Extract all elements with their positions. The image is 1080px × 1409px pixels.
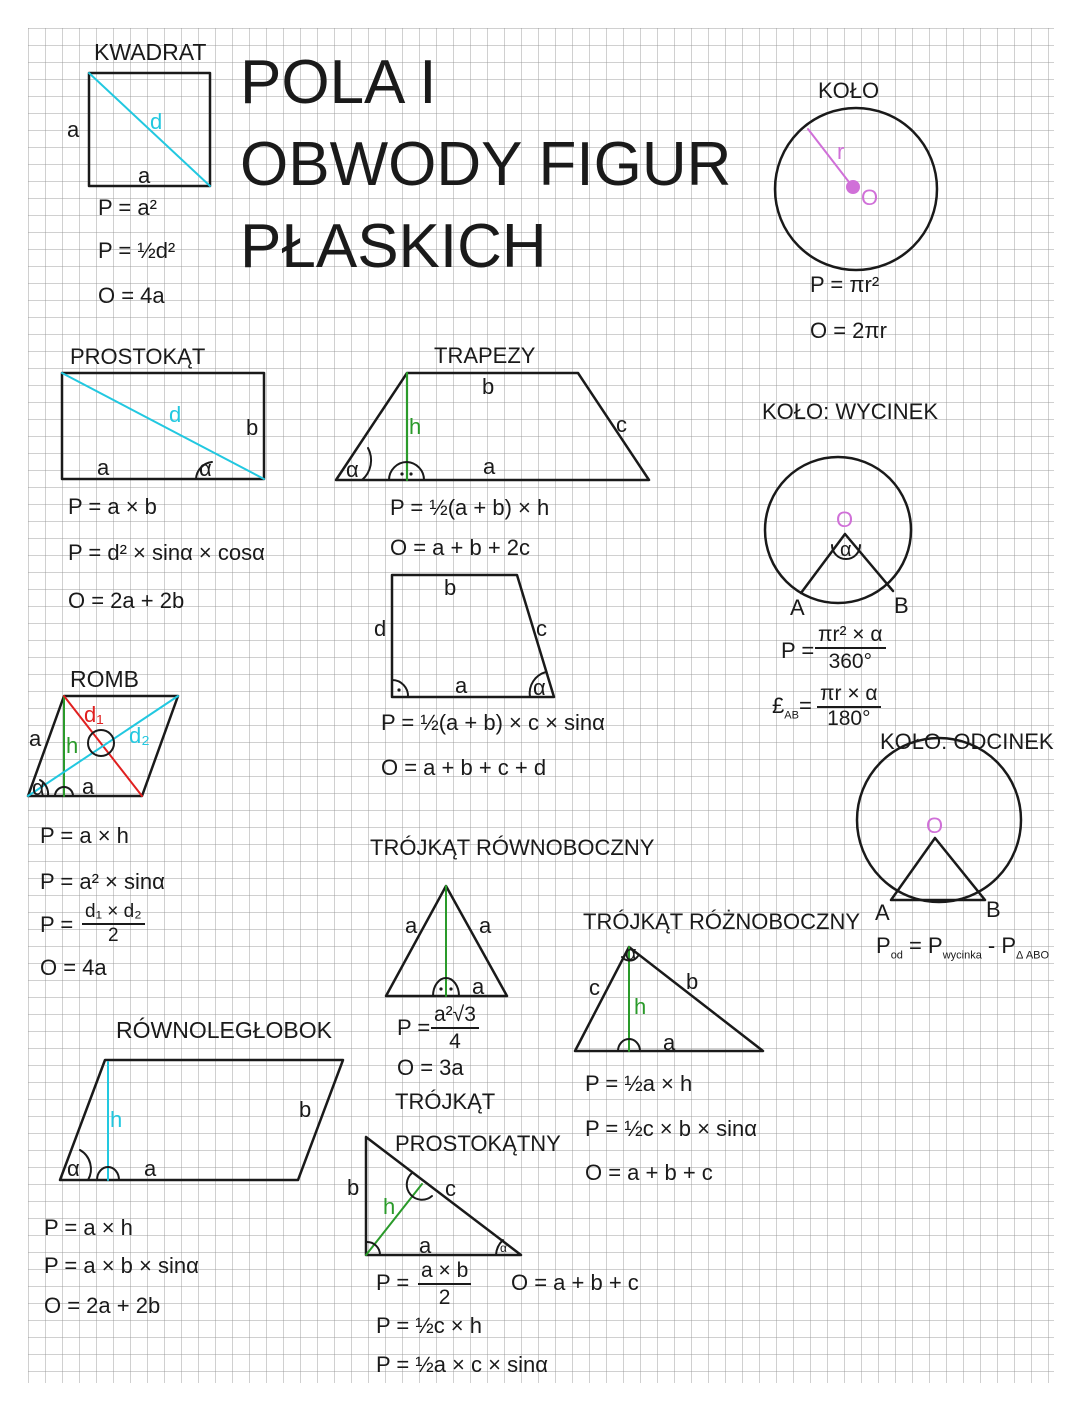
scalene-h-label: h [634,994,647,1019]
right-trapezoid-figure [392,575,554,700]
sector-area-fraction [815,624,886,672]
square-heading: KWADRAT [94,39,207,65]
parallelogram-formula-1: P = a × h [44,1215,133,1240]
rhombus-bottom-label: a [82,774,95,799]
segment-p-sub: od [890,949,903,962]
square-formula-1: P = a² [98,195,157,220]
trapezoid-h-label: h [409,414,422,439]
segment-center-label: O [926,813,944,838]
rhombus-side-label: a [29,726,42,751]
right-triangle-a-label: a [419,1233,432,1258]
trapezoid-alpha-label: α [346,457,359,482]
sector-arc-fraction [817,683,881,729]
right-triangle-c-label: c [445,1176,456,1201]
parallelogram-formula-3: O = 2a + 2b [44,1293,161,1318]
rectangle-heading: PROSTOKĄT [70,344,206,369]
trapezoid2-c-label: c [536,616,547,641]
trapezoid-a-label: a [483,454,496,479]
square-formula-2: P = ½d² [98,238,176,263]
segment-wycinka-sub: wycinka [942,949,982,962]
right-triangle-heading-1: TRÓJKĄT [395,1089,496,1114]
rectangle-formula-1: P = a × b [68,494,157,519]
sector-area-denominator: 360° [828,650,872,673]
sector-point-b: B [894,593,909,618]
rhombus-d2-label: d₂ [129,723,150,748]
square-side-label: a [67,117,80,142]
sector-arc-prefix [772,695,812,721]
trapezoid-formula-1: P = ½(a + b) × h [390,495,550,520]
rectangle-b-label: b [246,415,259,440]
scalene-b-label: b [686,969,699,994]
sector-heading: KOŁO: WYCINEK [762,399,939,424]
circle-figure [775,108,937,270]
sector-center-label: O [836,507,854,532]
equilateral-area-fraction [431,1004,479,1052]
trapezoid2-formula-1: P = ½(a + b) × c × sinα [381,710,605,735]
rhombus-diag-fraction [82,902,145,944]
rectangle-figure [62,373,264,479]
parallelogram-formula-2: P = a × b × sinα [44,1253,199,1278]
equilateral-triangle-figure [386,886,507,999]
circle-heading: KOŁO [818,78,880,103]
scalene-formula-3: O = a + b + c [585,1160,713,1185]
trapezoid2-alpha-label: α [533,675,546,700]
circle-center-label: O [861,185,879,210]
sector-area-prefix: P = [781,638,815,663]
rectangle-diagonal-label: d [169,402,182,427]
equilateral-left-label: a [405,913,418,938]
parallelogram-b-label: b [299,1097,312,1122]
square-formula-3: O = 4a [98,283,165,308]
equilateral-bottom-label: a [472,974,485,999]
rhombus-h-label: h [66,733,79,758]
rhombus-formula-1: P = a × h [40,823,129,848]
equilateral-area-denominator: 4 [449,1030,461,1053]
page-title-line3: PŁASKICH [240,212,547,281]
right-triangle-area-denominator: 2 [438,1286,451,1309]
rectangle-formula-2: P = d² × sinα × cosα [68,540,265,565]
square-bottom-label: a [138,163,151,188]
sector-area-numerator: πr² × α [815,624,886,649]
equilateral-area-prefix: P = [397,1015,431,1040]
equilateral-right-label: a [479,913,492,938]
circle-formula-1: P = πr² [810,272,880,297]
rhombus-d1-label: d₁ [84,702,104,727]
parallelogram-heading: RÓWNOLEGŁOBOK [116,1017,332,1043]
trapezoid-c-label: c [616,412,627,437]
segment-point-b: B [986,897,1001,922]
right-triangle-alpha-label: α [500,1241,507,1255]
sector-arc-denominator: 180° [827,707,871,730]
trapezoid-formula-2: O = a + b + 2c [390,535,531,560]
equilateral-heading: TRÓJKĄT RÓWNOBOCZNY [370,835,655,860]
trapezoid2-formula-2: O = a + b + c + d [381,755,547,780]
segment-abo-sub: Δ ABO [1016,949,1050,962]
sector-alpha-label: α [840,539,852,561]
right-triangle-heading-2: PROSTOKĄTNY [395,1131,561,1156]
scalene-a-label: a [663,1030,676,1055]
parallelogram-h-label: h [110,1107,123,1132]
scalene-alpha-label: α [625,943,637,965]
equilateral-area-numerator: a²√3 [431,1004,479,1029]
segment-heading: KOŁO: ODCINEK [880,729,1054,754]
right-triangle-formula-1: P = ½c × h [376,1313,483,1338]
segment-point-a: A [875,900,890,925]
scalene-formula-2: P = ½c × b × sinα [585,1116,757,1141]
trapezoid2-a-label: a [455,673,468,698]
rhombus-heading: ROMB [70,666,139,692]
right-triangle-area-numerator: a × b [418,1260,471,1285]
rhombus-diag-prefix: P = [40,912,74,937]
sector-arc-equals: = [798,693,812,718]
segment-minus: - P [981,933,1017,958]
parallelogram-alpha-label: α [67,1156,80,1181]
rhombus-perimeter: O = 4a [40,955,107,980]
trapezoid2-d-label: d [374,616,387,641]
square-diagonal-label: d [150,109,163,134]
page-title-line2: OBWODY FIGUR [240,130,732,199]
right-triangle-h-label: h [383,1194,396,1219]
right-triangle-area-prefix: P = [376,1270,410,1295]
trapezoid-b-label: b [482,374,495,399]
right-triangle-area-fraction [418,1260,471,1308]
sector-arc-subscript: AB [784,709,799,722]
right-triangle-formula-2: P = ½a × c × sinα [376,1352,548,1377]
rectangle-alpha-label: α [199,456,212,481]
scalene-formula-1: P = ½a × h [585,1071,693,1096]
rhombus-alpha-label: α [32,775,45,800]
rectangle-a-label: a [97,455,110,480]
rhombus-formula-2: P = a² × sinα [40,869,165,894]
page-title-line1: POLA I [240,48,437,117]
rhombus-diag-numerator: d₁ × d₂ [82,902,145,925]
scalene-heading: TRÓJKĄT RÓŻNOBOCZNY [583,909,861,934]
scalene-c-label: c [589,975,600,1000]
right-triangle-perimeter: O = a + b + c [511,1270,639,1295]
rectangle-formula-3: O = 2a + 2b [68,588,185,613]
circle-radius-label: r [837,139,845,164]
trapezoid2-b-label: b [444,575,457,600]
trapezoid-heading: TRAPEZY [434,343,536,368]
parallelogram-a-label: a [144,1156,157,1181]
circle-formula-2: O = 2πr [810,318,887,343]
right-triangle-b-label: b [347,1175,360,1200]
rhombus-diag-denominator: 2 [108,925,119,946]
sector-arc-numerator: πr × α [817,683,881,708]
segment-p: P [876,933,891,958]
segment-mid: = P [902,933,943,958]
sector-point-a: A [790,595,805,620]
sector-arc-symbol: £ [772,693,785,718]
segment-area-formula [876,935,1049,961]
equilateral-perimeter: O = 3a [397,1055,464,1080]
